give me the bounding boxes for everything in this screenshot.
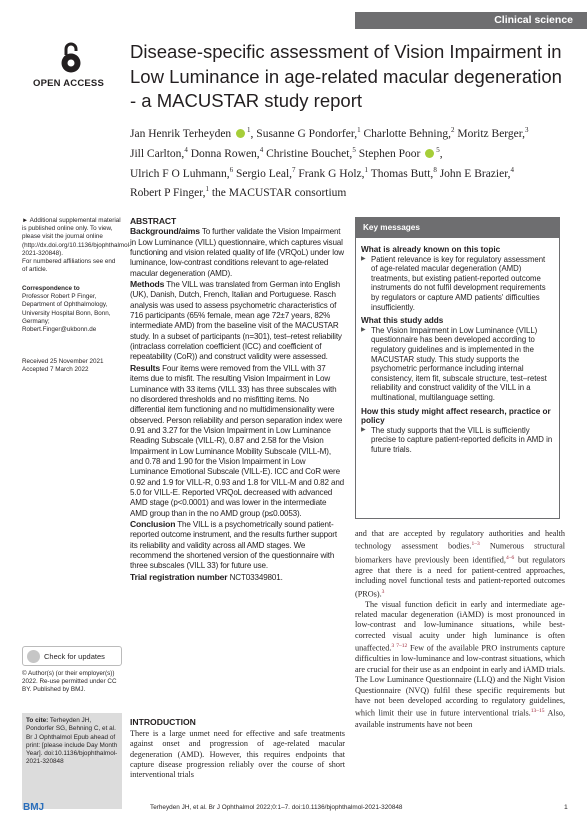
- key-question-1: What is already known on this topic: [361, 245, 501, 254]
- abstract-heading: ABSTRACT: [130, 216, 177, 226]
- key-question-2: What this study adds: [361, 316, 444, 326]
- check-updates-label: Check for updates: [44, 652, 105, 661]
- correspondence-body: Professor Robert P Finger, Department of Ophthalmology, University Hospital Bonn, Bonn, Germany; Robert.Finger@ukbonn.de: [22, 293, 111, 334]
- check-for-updates-button[interactable]: [22, 646, 122, 666]
- cite-heading: To cite:: [26, 717, 49, 724]
- article-title: Disease-specific assessment of Vision Impairment in Low Luminance in age-related macular degeneration - a MACUSTAR study report: [130, 41, 562, 111]
- introduction-text: There is a large unmet need for effective and safe treatments against onset and progression of age-related macular degeneration (AMD). However, this requires endpoints that capture disease progression reliably over the course of short interventional trials: [130, 729, 345, 780]
- key-answer-2: ▶ The Vision Impairment in Low Luminance (VILL) questionnaire has been developed according to regulatory guidelines and is implemented in the MACUSTAR study. This study supports the psychometric performance including internal consistency, item fit, subscale structure, test–retest reliability and construct validity of the VILL in a multinational, multilanguage setting.: [361, 326, 553, 403]
- citation-box: [22, 713, 122, 809]
- received-date: Received 25 November 2021: [22, 358, 104, 365]
- author-list: Jan Henrik Terheyden $^1$, Susanne G Pondorfer,$^1$ Charlotte Behning,$^2$ Moritz Berger,$^3$ Jill Carlton,$^4$ Donna Rowen,$^4$ Christine Bouchet,$^5$ Stephen Poor $^5$, Ulrich F O Luhmann,$^6$ Sergio Leal,$^7$ Frank G Holz,$^1$ Thomas Butt,$^8$ John E Brazier,$^4$ Robert P Finger,$^1$ the MACUSTAR consortium: [130, 126, 529, 200]
- introduction-heading: INTRODUCTION: [130, 717, 196, 727]
- orcid-icon[interactable]: [236, 129, 245, 138]
- dates: [22, 358, 122, 374]
- correspondence: [22, 285, 122, 334]
- section-label: Clinical science: [494, 14, 573, 26]
- supplemental-note: ► Additional supplemental material is published online only. To view, please visit the journal online (http://dx.doi.org/10.1136/bjophthalmol-2021-320848).: [22, 217, 132, 257]
- accepted-date: Accepted 7 March 2022: [22, 366, 89, 374]
- orcid-icon[interactable]: [425, 149, 434, 158]
- copyright-note: © Author(s) (or their employer(s)) 2022. Re-use permitted under CC BY. Published by BMJ.: [22, 670, 117, 694]
- open-access-label: OPEN ACCESS: [33, 78, 105, 89]
- key-messages-box: [355, 217, 560, 519]
- affiliations-note: For numbered affiliations see end of article.: [22, 258, 116, 274]
- key-answer-1: ▶ Patient relevance is key for regulatory assessment of age-related macular degeneration (AMD) treatments, but existing patient-reported outcome instruments do not fulfil development requirements by regulators or capture AMD patients' difficulties insufficiently.: [361, 255, 553, 313]
- key-question-3: How this study might affect research, practice or policy: [361, 406, 551, 426]
- correspondence-heading: Correspondence to: [22, 285, 80, 292]
- update-icon: [27, 650, 40, 663]
- bmj-logo[interactable]: BMJ: [23, 802, 45, 813]
- key-messages-heading: Key messages: [356, 218, 559, 238]
- page-number: 1: [564, 804, 568, 811]
- section-band: [355, 12, 587, 29]
- footer-citation: Terheyden JH, et al. Br J Ophthalmol 2022;0:1–7. doi:10.1136/bjophthalmol-2021-320848: [150, 804, 403, 811]
- open-access-lock-icon: [60, 41, 82, 74]
- key-answer-3: ▶ The study supports that the VILL is sufficiently precise to capture patient-reported deficits in AMD in future trials.: [361, 426, 553, 455]
- cite-body: Terheyden JH, Pondorfer SG, Behning C, et al. Br J Ophthalmol Epub ahead of print: [please include Day Month Year]. doi:10.1136/bjophthalmol-2021-320848: [26, 717, 118, 766]
- body-right-column: and that are accepted by regulatory authorities and health technology assessment bodies.$^{1-3}$ Numerous structural biomarkers have previously been identified,$^{4-6}$ but regulators agree that there is a need for patient-centred approaches, including novel functional tests and patient-reported outcomes (PROs).$^3$ The visual function deficit in early and intermediate age-related macular degeneration (iAMD) is most pronounced in low-contrast and low-luminance situations, while best-corrected visual acuity under high luminance is often unaffected.$^{3 7-12}$ Few of the available PRO instruments capture difficulties in low-luminance and low-contrast situations, which are crucial for their use as an endpoint in early and iAMD trials. The Low Luminance Questionnaire (LLQ) and the Night Vision Questionnaire (NVQ) fulfil these specific requirements but have not been developed according to regulatory guidelines, which limit their use in future interventional trials.$^{13-15}$ Also, available instruments have not been: [355, 529, 566, 729]
- abstract: ABSTRACT Background/aims To further validate the Vision Impairment in Low Luminance (VILL) questionnaire, which captures visual functioning and vision related quality of life (VRQoL) under low luminance, low-contrast conditions relevant to age-related macular degeneration (AMD). Methods The VILL was translated from German into English (UK), Danish, Dutch, French, Italian and Portuguese. Rasch analysis was used to assess psychometric characteristics of 716 participants (65% female, mean age 72±7 years, 82% intermediate AMD) from the baseline visit of the MACUSTAR study. In a subset of participants (n=301), test–retest reliability (intraclass correlation coefficient (ICC) and coefficient of repeatability (CoR)) and construct validity were assessed. Results Four items were removed from the VILL with 37 items due to misfit. The resulting Vision Impairment in Low Luminance with 33 items (VILL 33) has three subscales with no disordered thresholds and no misfitting items. No differential item functioning and no multidimensionality were observed. Person reliability and person separation index were 0.91 and 3.27 for the Vision Impairment in Low Luminance Reading Subscale (VILL-R), 0.87 and 2.58 for the Vision Impairment in Low Luminance Mobility Subscale (VILL-M), and 0.78 and 1.90 for the Vision Impairment in Low Luminance Emotional Subscale (VILL-E). ICC and CoR were 0.92 and 1.9 for VILL-R, 0.93 and 1.8 for VILL-M and 0.82 and 5.0 for VILL-E. Reported VRQoL decreased with advanced AMD stage (p<0.0001) and was lower in the intermediate AMD group than in the no AMD group (p≤0.0053). Conclusion The VILL is a psychometrically sound patient-reported outcome instrument, and the results further support its reliability and validity across all AMD stages. We recommend the shortened version of the questionnaire with three subscales (VILL 33) for future use. Trial registration number NCT03349801.: [130, 216, 345, 582]
